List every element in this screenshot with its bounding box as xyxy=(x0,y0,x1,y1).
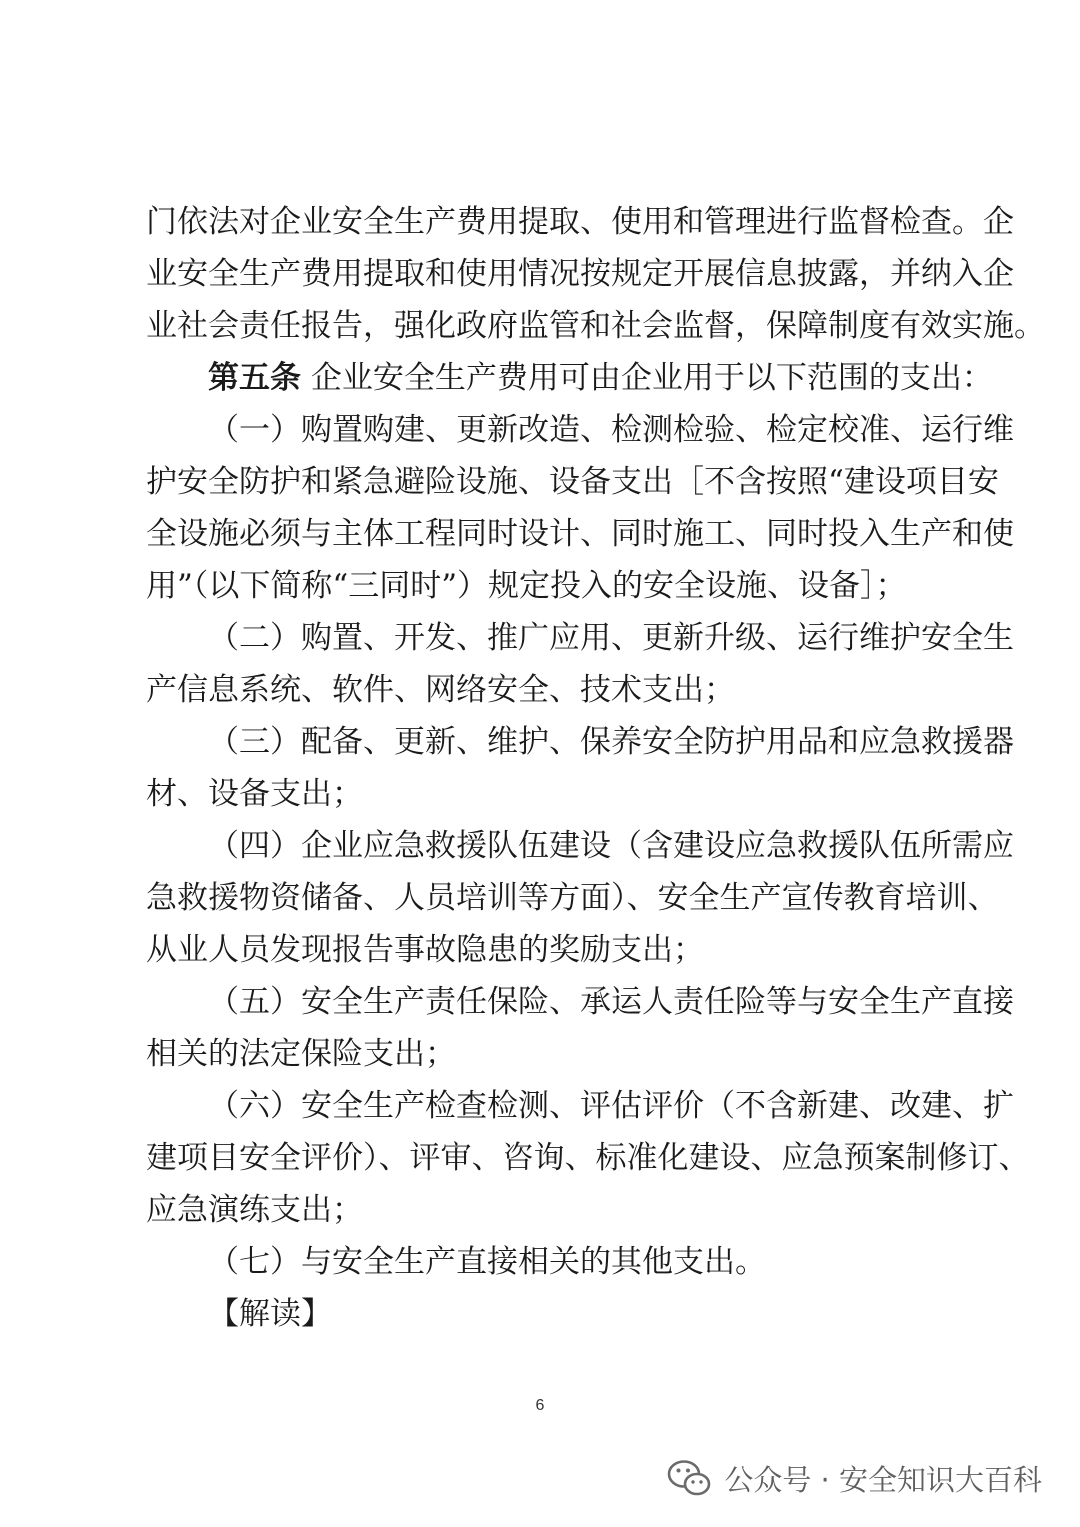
list-item-line: （六）安全生产检查检测、评估评价（不含新建、改建、扩 xyxy=(208,1088,1014,1124)
list-item-line: 相关的法定保险支出； xyxy=(146,1036,456,1072)
list-item-line: 应急演练支出； xyxy=(146,1192,363,1228)
article-text: 企业安全生产费用可由企业用于以下范围的支出： xyxy=(301,360,993,396)
list-item-line: 从业人员发现报告事故隐患的奖励支出； xyxy=(146,932,704,968)
list-item-line: （五）安全生产责任保险、承运人责任险等与安全生产直接 xyxy=(208,984,1014,1020)
watermark-text: 公众号 · 安全知识大百科 xyxy=(724,1462,1042,1497)
section-heading: 【解读】 xyxy=(208,1296,332,1332)
list-item-line: 急救援物资储备、人员培训等方面）、安全生产宣传教育培训、 xyxy=(146,880,999,916)
paragraph-line: 业安全生产费用提取和使用情况按规定开展信息披露，并纳入企 xyxy=(146,256,1014,292)
watermark xyxy=(666,1452,1042,1504)
list-item-line: （一）购置购建、更新改造、检测检验、检定校准、运行维 xyxy=(208,412,1014,448)
article-label: 第五条 xyxy=(208,360,301,396)
list-item-line: 建项目安全评价）、评审、咨询、标准化建设、应急预案制修订、 xyxy=(146,1140,1030,1176)
list-item-line: （三）配备、更新、维护、保养安全防护用品和应急救援器 xyxy=(208,724,1014,760)
list-item-line: 产信息系统、软件、网络安全、技术支出； xyxy=(146,672,735,708)
list-item-line: 用”（以下简称“三同时”）规定投入的安全设施、设备］； xyxy=(146,568,907,604)
list-item-line: （四）企业应急救援队伍建设（含建设应急救援队伍所需应 xyxy=(208,828,1014,864)
paragraph-line: 门依法对企业安全生产费用提取、使用和管理进行监督检查。企 xyxy=(146,204,1014,240)
page-number: 6 xyxy=(535,1397,545,1414)
document-body xyxy=(146,196,1045,1340)
list-item-line: 全设施必须与主体工程同时设计、同时施工、同时投入生产和使 xyxy=(146,516,1014,552)
list-item-line: （七）与安全生产直接相关的其他支出。 xyxy=(208,1244,766,1280)
wechat-logo-icon xyxy=(666,1458,712,1498)
article-heading xyxy=(146,352,993,404)
list-item-line: 材、设备支出； xyxy=(146,776,363,812)
list-item-line: 护安全防护和紧急避险设施、设备支出［不含按照“建设项目安 xyxy=(146,464,999,500)
list-item-line: （二）购置、开发、推广应用、更新升级、运行维护安全生 xyxy=(208,620,1014,656)
paragraph-line: 业社会责任报告，强化政府监管和社会监督，保障制度有效实施。 xyxy=(146,308,1045,344)
